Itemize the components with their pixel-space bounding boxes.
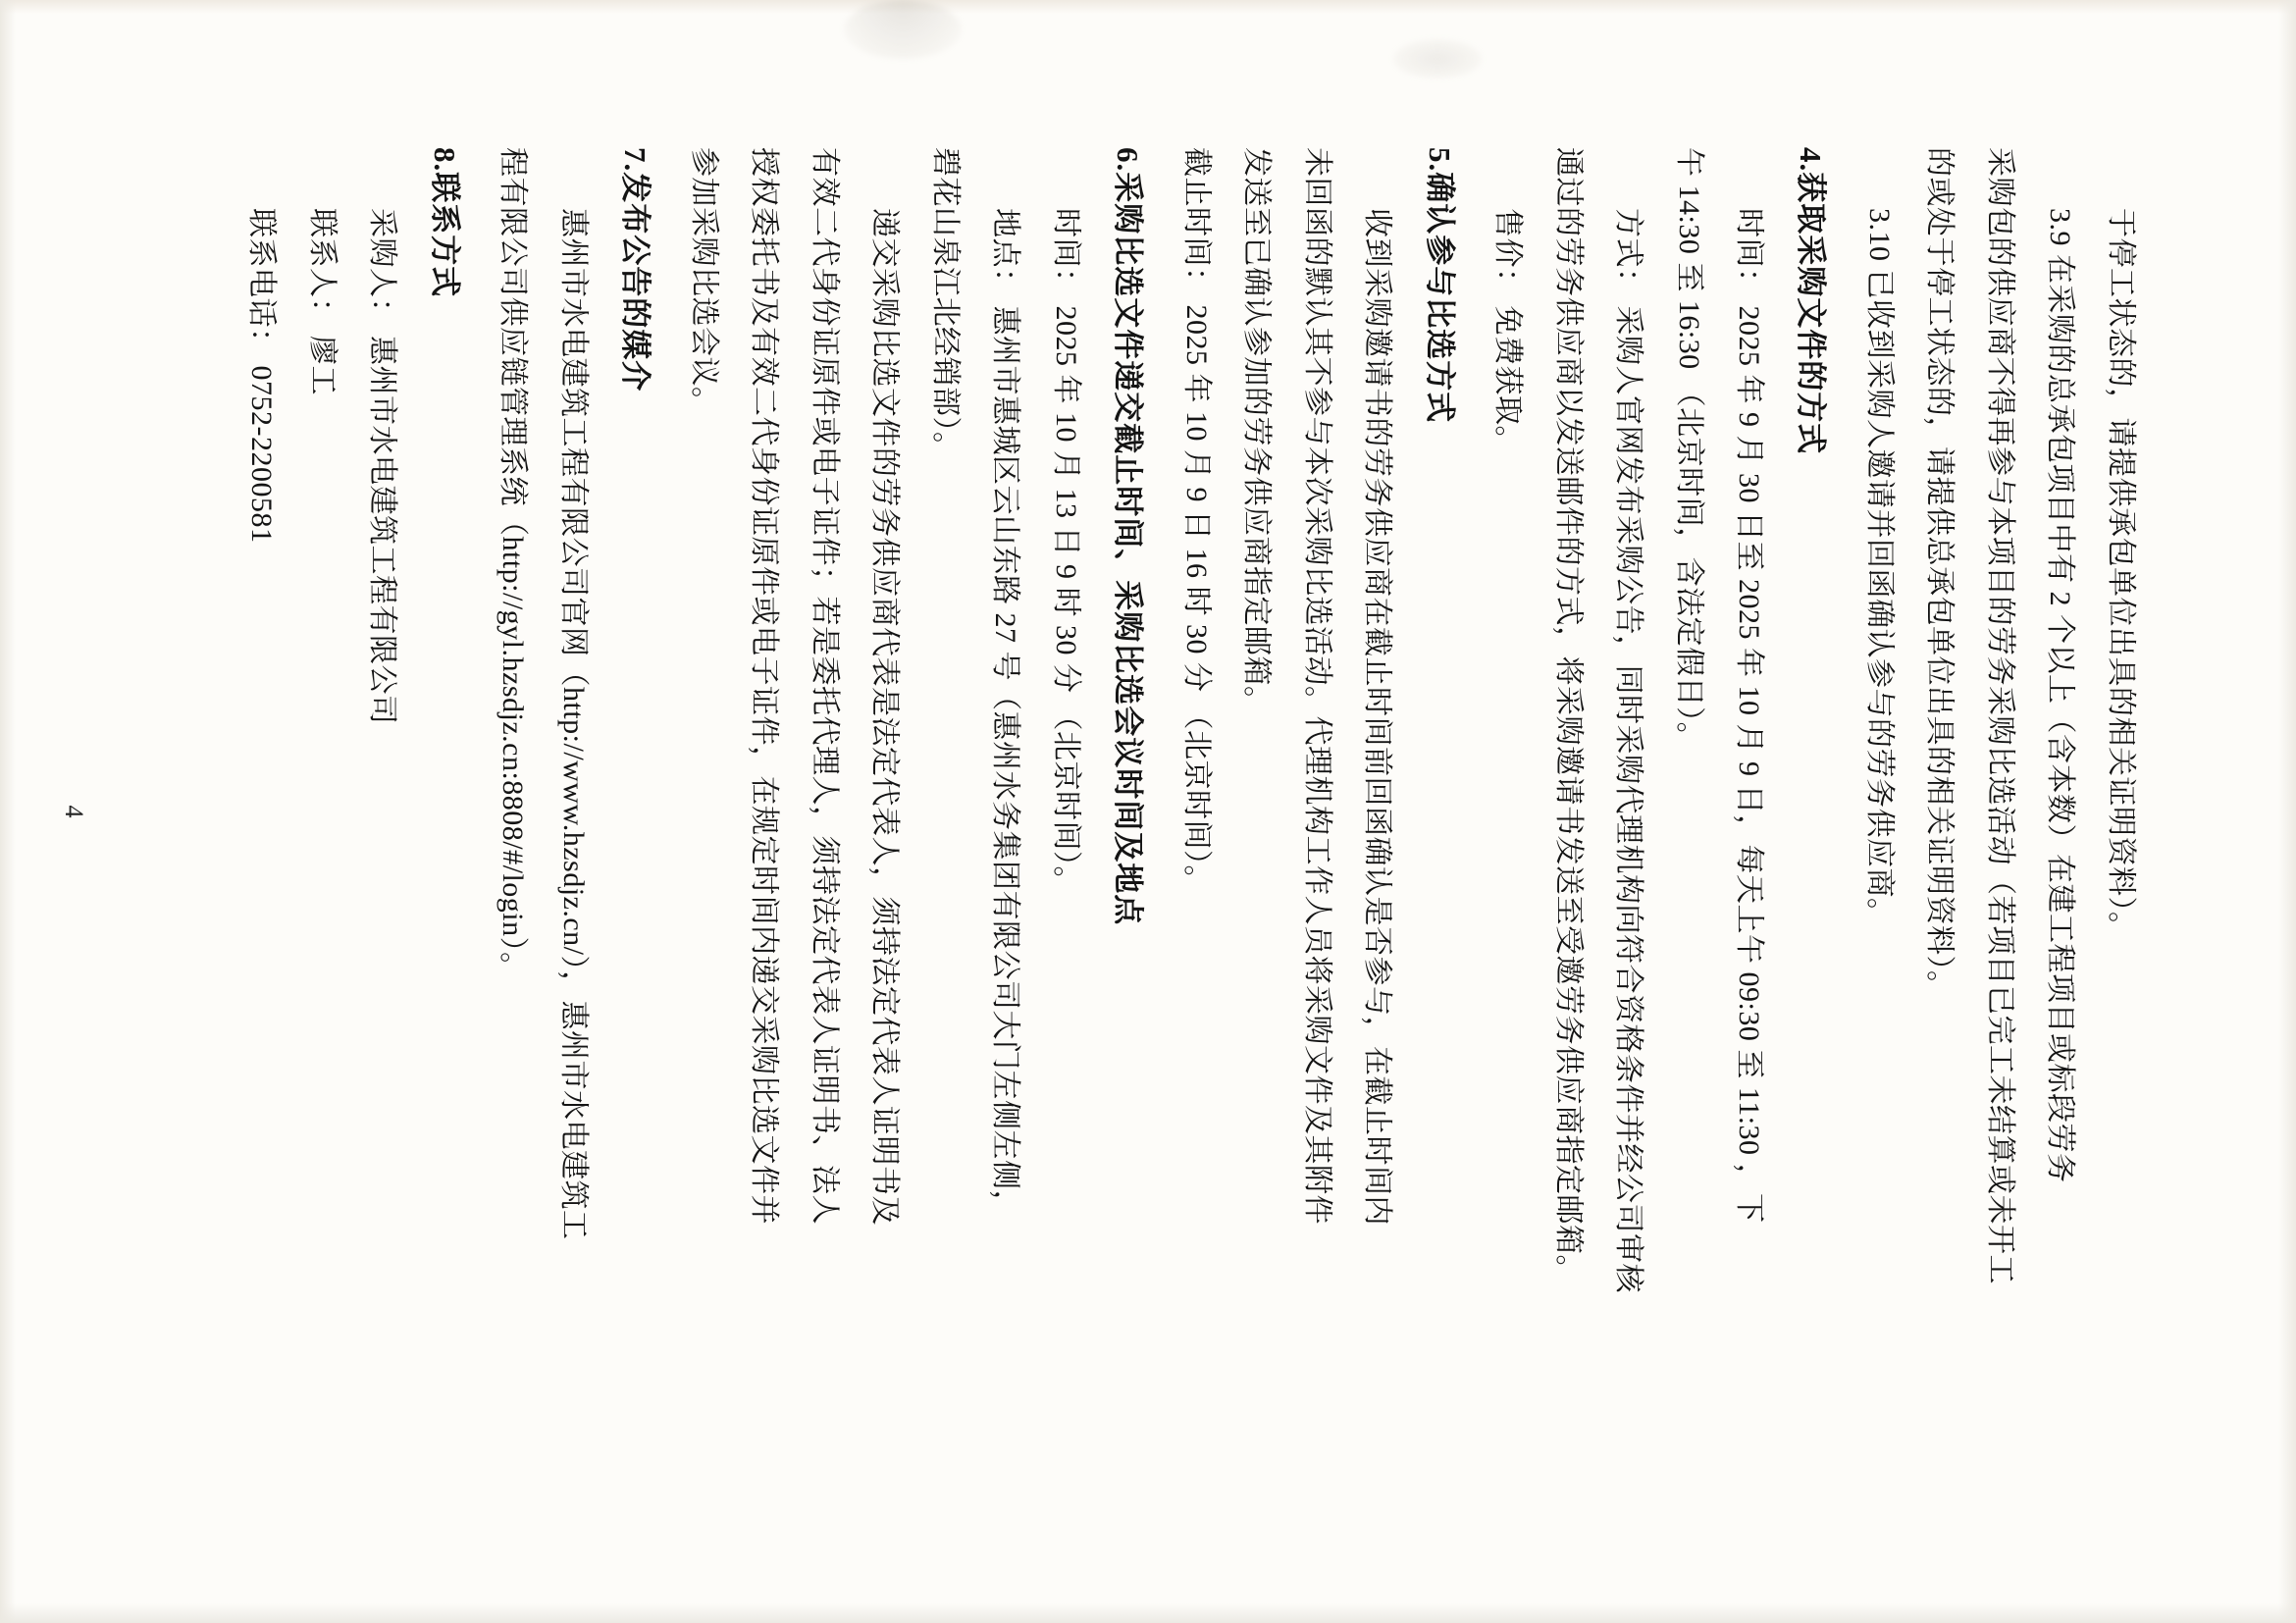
- paragraph-line: 参加采购比选会议。: [687, 147, 720, 417]
- section-heading: 6.采购比选文件递交截止时间、采购比选会议时间及地点: [1111, 147, 1146, 926]
- section-heading: 8.联系方式: [427, 147, 462, 298]
- paragraph-line: 收到采购邀请书的劳务供应商在截止时间前回函确认是否参与，在截止时间内: [1361, 208, 1394, 1226]
- paragraph-line: 时间： 2025 年 9 月 30 日至 2025 年 10 月 9 日，每天上午 09:30 至 11:30 ，下: [1733, 208, 1766, 1224]
- paragraph-line: 采购包的供应商不得再参与本项目的劳务采购比选活动（若项目已完工未结算或未开工: [1984, 147, 2016, 1284]
- paragraph-line: 时间： 2025 年 10 月 13 日 9 时 30 分 （北京时间）。: [1049, 208, 1082, 896]
- paragraph-line: 截止时间： 2025 年 10 月 9 日 16 时 30 分 （北京时间）。: [1179, 147, 1213, 895]
- paragraph-line: 碧花山泉江北经销部）。: [928, 147, 962, 462]
- document-body: [233, 147, 2149, 1505]
- paragraph-line: 地点： 惠州市惠城区云山东路 27 号（惠州水务集团有限公司大门左侧左侧，: [989, 208, 1022, 1220]
- paragraph-line: 有效二代身份证原件或电子证件；若是委托代理人，须持法定代表人证明书、法人: [808, 147, 841, 1225]
- paragraph-line: 程有限公司供应链管理系统（http://gyl.hzsdjz.cn:8808/#/login）。: [496, 147, 530, 982]
- paragraph-line: 的或处于停工状态的，请提供总承包单位出具的相关证明资料）。: [1923, 147, 1957, 1001]
- paragraph-line: 惠州市水电建筑工程有限公司官网（http://www.hzsdjz.cn/），惠州市水电建筑工: [556, 208, 590, 1240]
- paragraph-line: 3.9 在采购的总承包项目中有 2 个以上（含本数）在建工程项目或标段劳务: [2044, 208, 2077, 1183]
- paragraph-line: 采购人： 惠州市水电建筑工程有限公司: [366, 208, 399, 725]
- paragraph-line: 于停工状态的，请提供承包单位出具的相关证明资料）。: [2105, 208, 2137, 942]
- paragraph-line: 午 14:30 至 16:30 （北京时间，含法定假日）。: [1672, 147, 1705, 753]
- paragraph-line: 联系电话： 0752-2200581: [245, 208, 279, 544]
- page-number: 4: [60, 805, 88, 818]
- section-heading: 5.确认参与比选方式: [1422, 147, 1457, 424]
- paragraph-line: 发送至已确认参加的劳务供应商指定邮箱。: [1240, 147, 1274, 716]
- paragraph-line: 方式： 采购人官网发布采购公告，同时采购代理机构向符合资格条件并经公司审核: [1612, 208, 1645, 1293]
- paragraph-line: 联系人： 廖工: [305, 208, 339, 395]
- paragraph-line: 售价： 免费获取。: [1491, 208, 1525, 455]
- section-heading: 7.发布公告的媒介: [618, 147, 653, 393]
- paragraph-line: 通过的劳务供应商以发送邮件的方式，将采购邀请书发送至受邀劳务供应商指定邮箱。: [1551, 147, 1585, 1284]
- section-heading: 4.获取采购文件的方式: [1794, 147, 1829, 455]
- paragraph-line: 授权委托书及有效二代身份证原件或电子证件，在规定时间内递交采购比选文件并: [748, 147, 781, 1225]
- paragraph-line: 递交采购比选文件的劳务供应商代表是法定代表人，须持法定代表人证明书及: [868, 208, 902, 1226]
- paragraph-line: 3.10 已收到采购人邀请并回函确认参与的劳务供应商。: [1863, 208, 1896, 928]
- paragraph-line: 未回函的默认其不参与本次采购比选活动。代理机构工作人员将采购文件及其附件: [1300, 147, 1333, 1225]
